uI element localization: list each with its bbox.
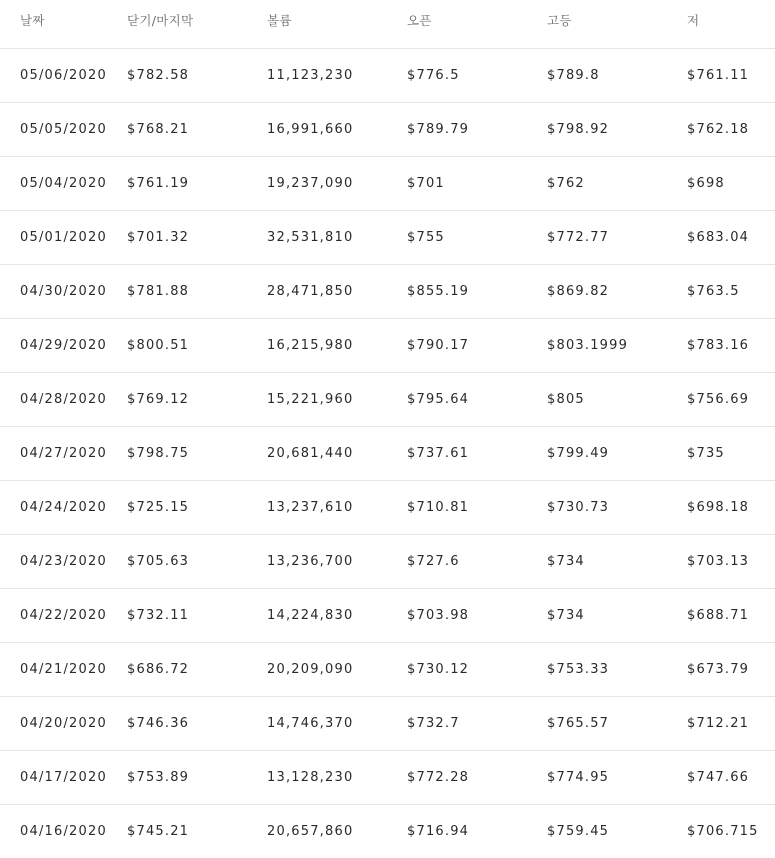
cell-close-last: $732.11 xyxy=(127,608,190,623)
table-header xyxy=(0,0,775,49)
cell-open: $755 xyxy=(407,230,445,245)
column-header-close-last[interactable]: 닫기/마지막 xyxy=(127,13,194,28)
cell-date: 04/20/2020 xyxy=(20,716,107,731)
cell-low: $735 xyxy=(687,446,725,461)
cell-close-last: $745.21 xyxy=(127,824,190,839)
cell-volume: 20,209,090 xyxy=(267,662,354,677)
cell-date: 05/01/2020 xyxy=(20,230,107,245)
cell-low: $747.66 xyxy=(687,770,750,785)
cell-low: $783.16 xyxy=(687,338,750,353)
cell-date: 04/28/2020 xyxy=(20,392,107,407)
table-body xyxy=(0,49,775,858)
cell-volume: 16,991,660 xyxy=(267,122,354,137)
cell-high: $789.8 xyxy=(547,68,600,83)
cell-date: 04/23/2020 xyxy=(20,554,107,569)
cell-open: $727.6 xyxy=(407,554,460,569)
cell-high: $774.95 xyxy=(547,770,610,785)
cell-open: $732.7 xyxy=(407,716,460,731)
cell-open: $737.61 xyxy=(407,446,470,461)
cell-high: $765.57 xyxy=(547,716,610,731)
cell-open: $730.12 xyxy=(407,662,470,677)
cell-date: 04/22/2020 xyxy=(20,608,107,623)
cell-volume: 13,236,700 xyxy=(267,554,354,569)
cell-low: $762.18 xyxy=(687,122,750,137)
table-row xyxy=(0,211,775,265)
cell-open: $710.81 xyxy=(407,500,470,515)
cell-low: $698 xyxy=(687,176,725,191)
cell-close-last: $761.19 xyxy=(127,176,190,191)
cell-volume: 20,657,860 xyxy=(267,824,354,839)
cell-close-last: $705.63 xyxy=(127,554,190,569)
cell-close-last: $781.88 xyxy=(127,284,190,299)
cell-high: $734 xyxy=(547,608,585,623)
cell-date: 04/27/2020 xyxy=(20,446,107,461)
cell-volume: 14,224,830 xyxy=(267,608,354,623)
cell-open: $790.17 xyxy=(407,338,470,353)
table-row xyxy=(0,103,775,157)
column-header-low[interactable]: 저 xyxy=(687,13,700,28)
cell-low: $761.11 xyxy=(687,68,750,83)
table-row xyxy=(0,265,775,319)
cell-close-last: $746.36 xyxy=(127,716,190,731)
column-header-date[interactable]: 날짜 xyxy=(20,13,45,28)
cell-volume: 16,215,980 xyxy=(267,338,354,353)
cell-open: $855.19 xyxy=(407,284,470,299)
cell-open: $772.28 xyxy=(407,770,470,785)
table-row xyxy=(0,373,775,427)
cell-date: 04/29/2020 xyxy=(20,338,107,353)
cell-close-last: $701.32 xyxy=(127,230,190,245)
cell-close-last: $798.75 xyxy=(127,446,190,461)
cell-low: $763.5 xyxy=(687,284,740,299)
table-row xyxy=(0,589,775,643)
cell-low: $673.79 xyxy=(687,662,750,677)
cell-open: $716.94 xyxy=(407,824,470,839)
table-row xyxy=(0,481,775,535)
table-row xyxy=(0,427,775,481)
column-header-volume[interactable]: 볼륨 xyxy=(267,13,292,28)
cell-open: $776.5 xyxy=(407,68,460,83)
cell-volume: 19,237,090 xyxy=(267,176,354,191)
table-row xyxy=(0,49,775,103)
cell-date: 04/21/2020 xyxy=(20,662,107,677)
cell-date: 04/30/2020 xyxy=(20,284,107,299)
cell-low: $683.04 xyxy=(687,230,750,245)
cell-open: $789.79 xyxy=(407,122,470,137)
cell-low: $698.18 xyxy=(687,500,750,515)
cell-volume: 20,681,440 xyxy=(267,446,354,461)
cell-high: $762 xyxy=(547,176,585,191)
table-row xyxy=(0,535,775,589)
cell-high: $772.77 xyxy=(547,230,610,245)
cell-high: $759.45 xyxy=(547,824,610,839)
cell-date: 05/05/2020 xyxy=(20,122,107,137)
cell-high: $730.73 xyxy=(547,500,610,515)
table-row xyxy=(0,751,775,805)
cell-close-last: $753.89 xyxy=(127,770,190,785)
cell-date: 05/04/2020 xyxy=(20,176,107,191)
cell-date: 04/24/2020 xyxy=(20,500,107,515)
table-row xyxy=(0,319,775,373)
table-row xyxy=(0,157,775,211)
cell-volume: 13,237,610 xyxy=(267,500,354,515)
cell-date: 04/17/2020 xyxy=(20,770,107,785)
cell-open: $795.64 xyxy=(407,392,470,407)
cell-volume: 32,531,810 xyxy=(267,230,354,245)
cell-high: $805 xyxy=(547,392,585,407)
cell-high: $734 xyxy=(547,554,585,569)
column-header-open[interactable]: 오픈 xyxy=(407,13,432,28)
cell-volume: 11,123,230 xyxy=(267,68,354,83)
cell-close-last: $686.72 xyxy=(127,662,190,677)
cell-date: 05/06/2020 xyxy=(20,68,107,83)
cell-low: $706.715 xyxy=(687,824,759,839)
cell-high: $799.49 xyxy=(547,446,610,461)
cell-high: $803.1999 xyxy=(547,338,629,353)
cell-high: $753.33 xyxy=(547,662,610,677)
cell-high: $869.82 xyxy=(547,284,610,299)
cell-close-last: $725.15 xyxy=(127,500,190,515)
cell-low: $703.13 xyxy=(687,554,750,569)
cell-high: $798.92 xyxy=(547,122,610,137)
table-row xyxy=(0,805,775,858)
table-row xyxy=(0,697,775,751)
cell-close-last: $800.51 xyxy=(127,338,190,353)
cell-volume: 28,471,850 xyxy=(267,284,354,299)
table-row xyxy=(0,643,775,697)
cell-low: $756.69 xyxy=(687,392,750,407)
cell-close-last: $768.21 xyxy=(127,122,190,137)
cell-volume: 13,128,230 xyxy=(267,770,354,785)
cell-close-last: $769.12 xyxy=(127,392,190,407)
cell-open: $703.98 xyxy=(407,608,470,623)
cell-low: $688.71 xyxy=(687,608,750,623)
cell-open: $701 xyxy=(407,176,445,191)
cell-date: 04/16/2020 xyxy=(20,824,107,839)
cell-volume: 15,221,960 xyxy=(267,392,354,407)
cell-low: $712.21 xyxy=(687,716,750,731)
cell-volume: 14,746,370 xyxy=(267,716,354,731)
column-header-high[interactable]: 고등 xyxy=(547,13,572,28)
cell-close-last: $782.58 xyxy=(127,68,190,83)
